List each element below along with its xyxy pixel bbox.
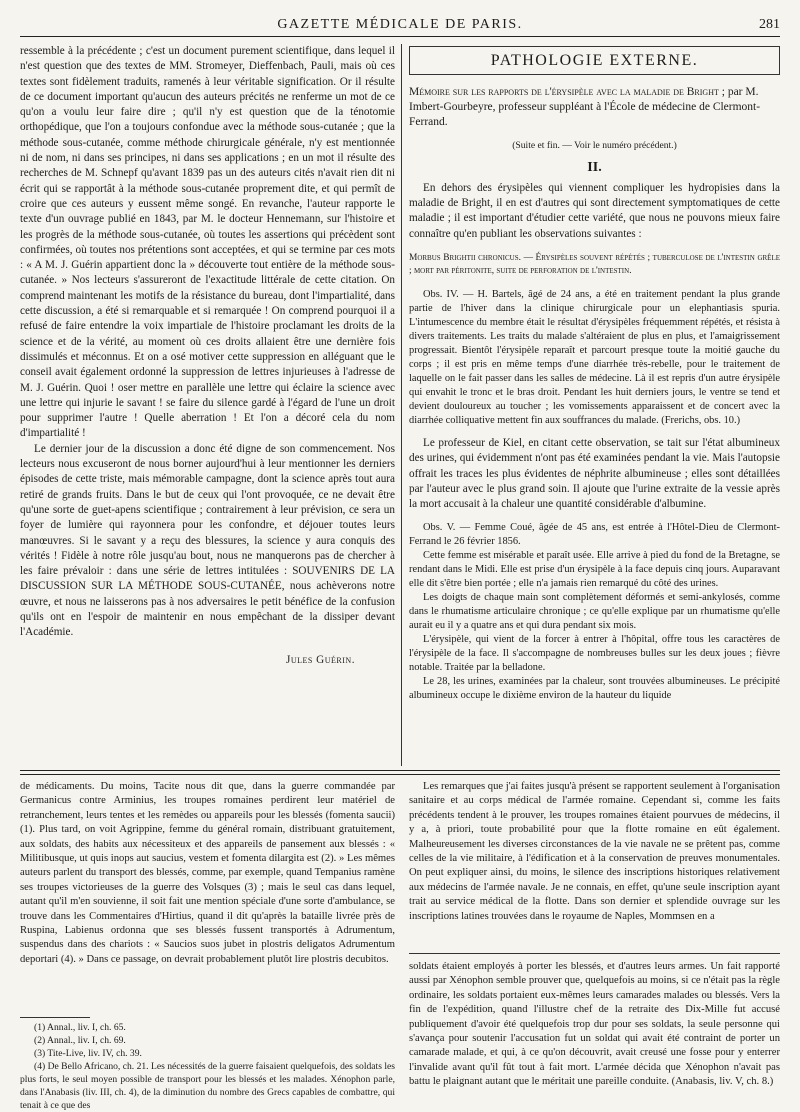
observation-5-paragraph: L'érysipèle, qui vient de la forcer à entrer à l'hôpital, offre tous les caractères de l'érysipèle de la face. Il s'accompagne de nombreuses bulles sur les deux joues ; fièvre notable. Traitée par la belladone.: [409, 633, 780, 673]
memoir-title-author: par M. Imbert-Gourbeyre, professeur suppléant à l'École de médecine de Clermont-Ferrand.: [409, 86, 761, 129]
footnote: (2) Annal., liv. I, ch. 69.: [34, 1035, 126, 1046]
column-divider: [401, 44, 402, 766]
observation-5: Obs. V. — Femme Coué, âgée de 45 ans, est entrée à l'Hôtel-Dieu de Clermont-Ferrand le 26 février 1856.: [409, 521, 780, 547]
bottom-left-column: [20, 780, 395, 1012]
observation-5-paragraph: Les doigts de chaque main sont complètement déformés et semi-ankylosés, comme dans le rhumatisme articulaire chronique ; ce qu'elle explique par un rhumatisme qu'elle aurait eu il y a quatre ans et qui dura pendant six mois.: [409, 591, 780, 631]
bottom-paragraph: soldats étaient employés à porter les blessés, et d'autres leurs armes. Un fait rapporté aussi par Xénophon semble prouver que, quelquefois au moins, si ce n'était pas la règle ordinaire, les soldats portaient eux-mêmes leurs camarades malades ou blessés. Vers la fin de l'expédition, quand l'illustre chef de la retraite des Dix-Mille fut accusé publiquement d'avoir été quelquefois trop dur pour ses soldats, la seule personne qui s'avança pour soutenir l'accusation fut un soldat qui avait été contraint de porter un camarade malade, et qui, à ce qu'on découvrit, avait creusé une fosse pour y enterrer l'invalide avant qu'il fût tout à fait mort. L'armée décida que Xénophon n'avait pas battu le plaignant autant que le méritait une pareille conduite. (Anabasis, liv. V, ch. 8.): [409, 961, 780, 1088]
right-column: [409, 44, 780, 762]
bottom-right-column-upper: [409, 780, 780, 950]
feuilleton-divider: [20, 770, 780, 775]
footnote: (1) Annal., liv. I, ch. 65.: [34, 1022, 126, 1033]
footnote: (3) Tite-Live, liv. IV, ch. 39.: [34, 1048, 142, 1059]
observation-4: Obs. IV. — H. Bartels, âgé de 24 ans, a été en traitement pendant la plus grande partie de l'hiver dans la clinique chirurgicale pour un elephantiasis spuria. L'intumescence du membre était le résultat d'érysipèles fréquemment répétés, et résista à divers traitements. Les traits du malade s'altéraient de plus en plus, et l'amaigrissement progressait. Bientôt l'érysipèle reparaît et parcourt presque toute la moitié gauche du corps ; il est pris en même temps d'une diarrhée très-rebelle, pour le traitement de laquelle on le fait passer dans les salles de médecine. Là il est repris d'un autre érysipèle qui envahit le tronc et le bras droit. Pendant les huit derniers jours, le ventre se tend et devient douloureux au toucher ; les vomissements apparaissent et de concert avec la diarrhée colliquative mettent fin aux souffrances du malade. (Frerichs, obs. 10.): [409, 289, 780, 427]
commentary-paragraph: Le professeur de Kiel, en citant cette observation, se tait sur l'état albumineux des urines, qui évidemment n'ont pas été examinées pendant la vie. Mais l'autopsie offrait les traces les plus évidentes de néphrite albumineuse ; elles sont détaillées par l'auteur avec le plus grand soin. Il ajoute que l'urine extraite de la vessie après la mort accusait à la chaleur une quantité considérable d'albumine.: [409, 437, 780, 511]
bottom-paragraph: de médicaments. Du moins, Tacite nous dit que, dans la guerre commandée par Germanicus contre Arminius, les troupes romaines perdirent leur matériel de retranchement, leurs tentes et les remèdes ou appareils pour les blessés (fomenta saucii) (1). Plus tard, on voit Agrippine, femme du général romain, distribuant gratuitement, aux soldats, des habits aux nécessiteux et des appareils de pansement aux blessés : « Militibusque, ut quis inops aut saucius, vestem et fomenta dilargita est (2). » Les mêmes auteurs parlent du transport des blessés, comme, par exemple, quand Tempanius ramène ses troupes victorieuses de la guerre des Volsques (3) ; mais le seul cas dans lequel, autant qu'il m'en souvienne, il soit fait une mention spéciale d'une sorte d'ambulance, se trouve dans les Commentaires d'Hirtius, quand il dit qu'après la bataille livrée près de Ruspina, Labienus ordonna que ses blessés fussent transportés à Adrumentum, suspendus dans des chariots : « Saucios suos jubet in plostris deligatos Adrumentum deportari (4). » Dans ce passage, on devrait probablement plutôt lire plostris decubitos.: [20, 781, 395, 965]
author-signature: Jules Guérin.: [286, 653, 355, 666]
footnotes: [20, 1021, 395, 1111]
article-paragraph: ressemble à la précédente ; c'est un document purement scientifique, dans lequel il n'est question que des textes de MM. Stromeyer, Dieffenbach, Pauli, mais où ces textes sont fidèlement traduits, ramenés à leur véritable signification. Or il résulte de ce document important qu'aucun des auteurs précités ne renferme un mot de ce qu'on a voulu leur faire dire ; qu'il n'y est question que de la ténotomie orthopédique, que l'on a toujours confondue avec la méthode sous-cutanée ; que la méthode sous-cutanée, comme méthode chirurgicale générale, n'y est mentionnée ni de nom, ni dans ses principes, ni dans ses applications ; en un mot il résulte des recherches de M. Schnepf qu'avant 1839 pas un des auteurs cités n'avait rien dit ni écrit qui se rapportât à la méthode sous-cutanée proprement dite, et qui permît de croire que ces auteurs y eussent même songé. En revanche, l'auteur rapporte le texte d'un ouvrage publié en 1843, par M. le docteur Hennemann, sur l'histoire et les progrès de la méthode sous-cutanée, où toutes les assertions qui précèdent sont confirmées, où toutes nos prétentions sont acceptées, et qui se termine par ces mots : « A M. J. Guérin appartient donc la » découverte tout entière de la méthode sous-cutanée. » Nos lecteurs s'assureront de l'exactitude littérale de cette citation. On comprend maintenant les motifs de la résistance du bureau, dont l'impartialité, dans cette discussion, a été si remarquable et si remarquée ! On comprend pourquoi il a refusé de faire entendre la voix impartiale de l'histoire proclamant les droits de la science et de la vérité, au moment où ces droits allaient être une dernière fois dissimulés et méconnus. Et on a osé motiver cette suppression en alléguant que le conseil avait également ordonné la suppression de lettres injurieuses à l'adresse de M. J. Guérin. Quoi ! oser mettre en parallèle une lettre qui éclaire la science avec une lettre qui injurie le savant ! se faire du silence gardé à l'égard de l'une un droit pour supprimer l'autre ! Quelle aberration ! Et l'on a décoré cela du nom d'impartialité !: [20, 45, 395, 440]
memoir-title-main: Mémoire sur les rapports de l'érysipèle avec la maladie de Bright ;: [409, 86, 725, 99]
observation-5-paragraph: Cette femme est misérable et paraît usée. Elle arrive à pied du fond de la Bretagne, se rendant dans le Midi. Elle est prise d'un érysipèle à la face depuis cinq jours. Auparavant elle dit s'être bien portée ; elle n'a jamais rien remarqué du côté des urines.: [409, 549, 780, 589]
article-paragraph: Le dernier jour de la discussion a donc été digne de son commencement. Nos lecteurs nous excuseront de nous borner aujourd'hui à leur mentionner les derniers épisodes de cette triste, mais mémorable campagne, dont la science après tout aura retiré de grands fruits. Dans le but de ceux qui l'ont provoquée, ce ne devait être qu'une sorte de guet-apens scientifique ; contrairement à leur prévision, ce sera un foyer de lumière qui rayonnera pour les confondre, et déjouer toutes leurs manœuvres. Si le savant y a reçu des blessures, la science y aura conquis des vérités ! Fidèle à notre rôle jusqu'au bout, nous ne manquerons pas de chercher à les faire prévaloir : dans une série de lettres intitulées : SOUVENIRS DE LA DISCUSSION SUR LA MÉTHODE SOUS-CUTANÉE, nous achèverons notre œuvre, et nous ne laisserons pas à nos adversaires le petit bénéfice de la confusion qu'ils ont en l'espoir de maintenir en nous empêchant de la dissiper devant l'Académie.: [20, 442, 395, 639]
continuation-note: (Suite et fin. — Voir le numéro précédent.): [512, 140, 677, 152]
left-column: [20, 44, 395, 762]
footnote-rule: [20, 1017, 90, 1018]
observation-5-paragraph: Le 28, les urines, examinées par la chaleur, sont trouvées albumineuses. Le précipité albumineux occupe le dixième environ de la hauteur du liquide: [409, 675, 780, 701]
memoir-title: [409, 85, 780, 130]
intro-paragraph: En dehors des érysipèles qui viennent compliquer les hydropisies dans la maladie de Bright, il en est d'autres qui sont directement symptomatiques de cette maladie ; il est important d'étudier cette variété, que nous ne pouvons mieux faire connaître qu'en publiant les observations suivantes :: [409, 181, 780, 240]
bottom-paragraph: Les remarques que j'ai faites jusqu'à présent se rapportent seulement à l'organisation sanitaire et au corps médical de l'armée romaine. Cependant si, comme les faits précédents tendent à le prouver, les troupes romaines étaient pourvues de médecins, il y a, à priori, toute probabilité pour que la flotte romaine en eût également. Malheureusement les diverses circonstances de la vie navale ne se prêtent pas, comme celles de la vie militaire, à l'édification et à la conservation de preuves monumentales. On peut expliquer ainsi, du moins, le silence des inscriptions historiques relativement aux médecins de l'armée navale. Je ne connais, en effet, qu'une seule inscription ayant trait au service médical de la flotte. Dans son dernier et splendide ouvrage sur les inscriptions latines trouvées dans le royaume de Naples, Mommsen en a: [409, 781, 780, 922]
running-header: [20, 14, 780, 37]
page-number: 281: [759, 17, 780, 32]
bottom-right-column-lower: [409, 960, 780, 1100]
section-title: PATHOLOGIE EXTERNE.: [409, 46, 780, 75]
case-heading: Morbus Brightii chronicus. — Érysipèles souvent répétés ; tuberculose de l'intestin grêle ; mort par péritonite, suite de perforation de l'intestin.: [409, 253, 780, 277]
footnote: (4) De Bello Africano, ch. 21. Les nécessités de la guerre faisaient quelquefois, des soldats les plus forts, le seul moyen possible de transport pour les blessés et les malades. Xénophon parle, dans l'Anabasis (liv. III, ch. 4), de la diminution du nombre des Grecs capables de combattre, qui tenait à ce que des: [20, 1061, 395, 1111]
section-number: II.: [587, 159, 602, 175]
journal-title: GAZETTE MÉDICALE DE PARIS.: [277, 17, 523, 32]
bottom-right-divider: [409, 953, 780, 954]
